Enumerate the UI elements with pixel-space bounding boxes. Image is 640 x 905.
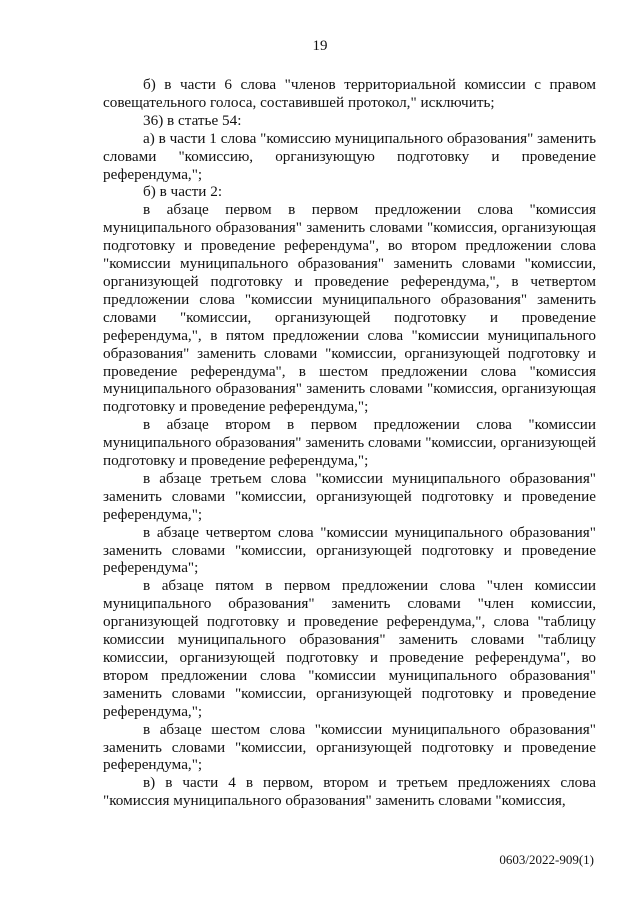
paragraph: в абзаце первом в первом предложении слова "комиссия муниципального образования" заменить словами "комиссия, организующая подготовку и проведение референдума", во втором предложении слова "комиссии муниципального образования" заменить словами "комиссии, организующей подготовку и проведение референдума,", в четвертом предложении слова "комиссии муниципального образования" заменить словами "комиссии, организующей подготовку и проведение референдума,", в пятом предложении слова "комиссии муниципального образования" заменить словами "комиссии, организующей подготовку и проведение референдума", в шестом предложении слова "комиссия муниципального образования" заменить словами "комиссия, организующая подготовку и проведение референдума,";: [103, 201, 596, 416]
paragraph: б) в части 2:: [143, 183, 223, 201]
paragraph: в) в части 4 в первом, втором и третьем предложениях слова "комиссия муниципального образования" заменить словами "комиссия,: [103, 774, 596, 810]
document-body: [103, 76, 596, 810]
paragraph: в абзаце шестом слова "комиссии муниципального образования" заменить словами "комиссии, организующей подготовку и проведение референдума,";: [103, 720, 596, 774]
paragraph: в абзаце третьем слова "комиссии муниципального образования" заменить словами "комиссии, организующей подготовку и проведение референдума,";: [103, 469, 596, 523]
paragraph: а) в части 1 слова "комиссию муниципального образования" заменить словами "комиссию, организующую подготовку и проведение референдума,";: [103, 129, 596, 183]
document-code: 0603/2022-909(1): [499, 852, 594, 867]
paragraph: в абзаце пятом в первом предложении слова "член комиссии муниципального образования" заменить словами "член комиссии, организующей подготовку и проведение референдума,", слова "таблицу комиссии муниципального образования" заменить словами "таблицу комиссии, организующей подготовку и проведение референдума", во втором предложении слова "комиссии муниципального образования" заменить словами "комиссии, организующей подготовку и проведение референдума,";: [103, 577, 596, 720]
page-number: 19: [312, 38, 328, 54]
paragraph: б) в части 6 слова "членов территориальной комиссии с правом совещательного голоса, составившей протокол," исключить;: [103, 76, 596, 111]
paragraph: в абзаце четвертом слова "комиссии муниципального образования" заменить словами "комиссии, организующей подготовку и проведение референдума";: [103, 523, 596, 577]
paragraph: в абзаце втором в первом предложении слова "комиссии муниципального образования" заменить словами "комиссии, организующей подготовку и проведение референдума,";: [103, 416, 596, 470]
paragraph: 36) в статье 54:: [143, 111, 242, 129]
